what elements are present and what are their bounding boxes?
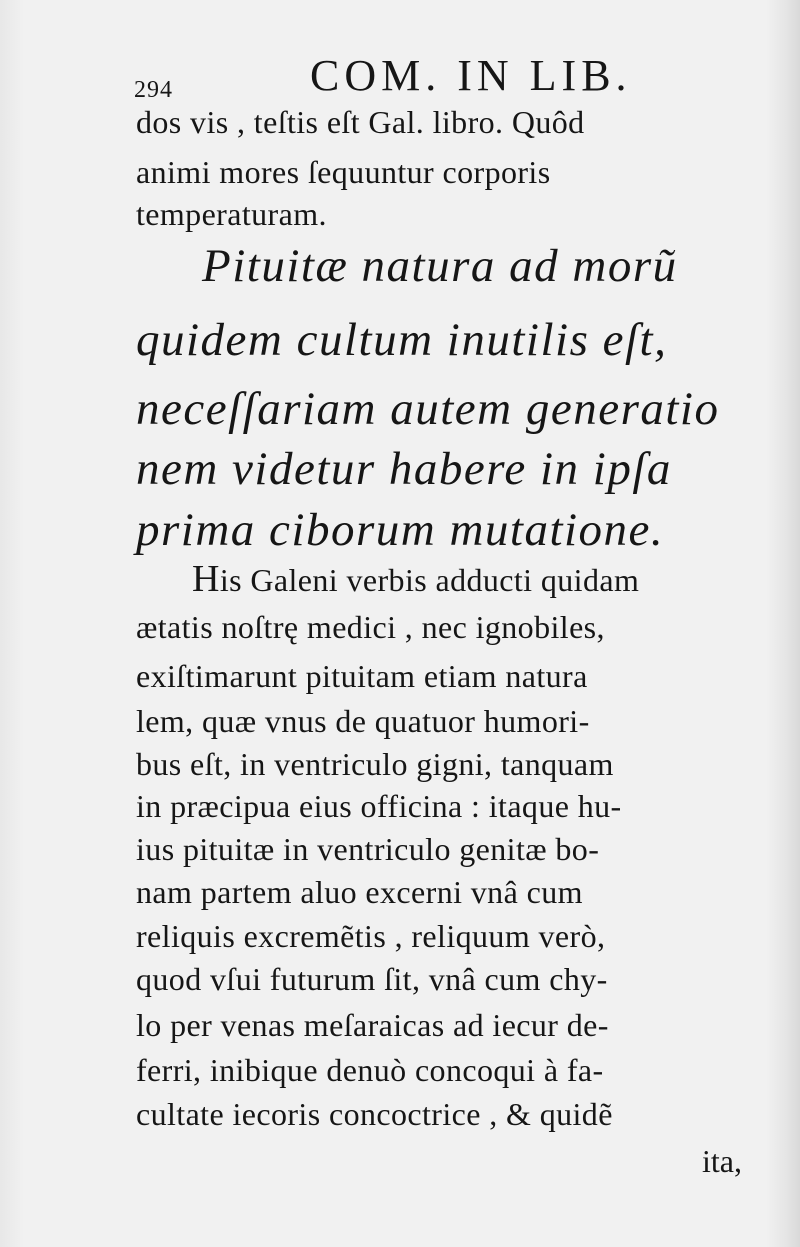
text-line: exiſtimarunt pituitam etiam natura bbox=[136, 658, 588, 694]
running-head: COM. IN LIB. bbox=[310, 51, 632, 100]
text-line: temperaturam. bbox=[136, 196, 327, 232]
lemma-line: quidem cultum inutilis eſt, bbox=[136, 314, 668, 366]
page-header bbox=[134, 52, 654, 102]
text-line: ætatis noſtrę medici , nec ignobiles, bbox=[136, 609, 605, 645]
text-line: in præcipua eius officina : itaque hu- bbox=[136, 788, 622, 824]
lemma-line: neceſſariam autem generatio bbox=[136, 383, 720, 435]
text-line: ferri, inibique denuò concoqui à fa- bbox=[136, 1052, 604, 1088]
text-line: quod vſui futurum ſit, vnâ cum chy- bbox=[136, 961, 608, 997]
text-line: ius pituitæ in ventriculo genitæ bo- bbox=[136, 831, 600, 867]
text-line: dos vis , teſtis eſt Gal. libro. Quôd bbox=[136, 104, 585, 140]
paragraph-first-line bbox=[192, 560, 639, 598]
lemma-line: prima ciborum mutatione. bbox=[136, 504, 665, 556]
text-line: lo per venas meſaraicas ad iecur de- bbox=[136, 1007, 609, 1043]
lemma-line: Pituitæ natura ad morũ bbox=[202, 240, 678, 292]
text-line: reliquis excremẽtis , reliquum verò, bbox=[136, 918, 606, 954]
text-line: cultate iecoris concoctrice , & quidẽ bbox=[136, 1096, 613, 1132]
text-line: animi mores ſequuntur corporis bbox=[136, 154, 551, 190]
paragraph-initial-letter: H bbox=[192, 558, 220, 600]
lemma-line: nem videtur habere in ipſa bbox=[136, 443, 672, 495]
paragraph-first-line-text: is Galeni verbis adducti quidam bbox=[219, 562, 640, 598]
catchword: ita, bbox=[702, 1143, 742, 1179]
text-line: lem, quæ vnus de quatuor humori- bbox=[136, 703, 590, 739]
page-edge-shadow-left bbox=[0, 0, 24, 1247]
text-line: nam partem aluo excerni vnâ cum bbox=[136, 874, 583, 910]
page-edge-shadow-right bbox=[766, 0, 800, 1247]
text-line: bus eſt, in ventriculo gigni, tanquam bbox=[136, 746, 614, 782]
page-number: 294 bbox=[134, 77, 173, 103]
